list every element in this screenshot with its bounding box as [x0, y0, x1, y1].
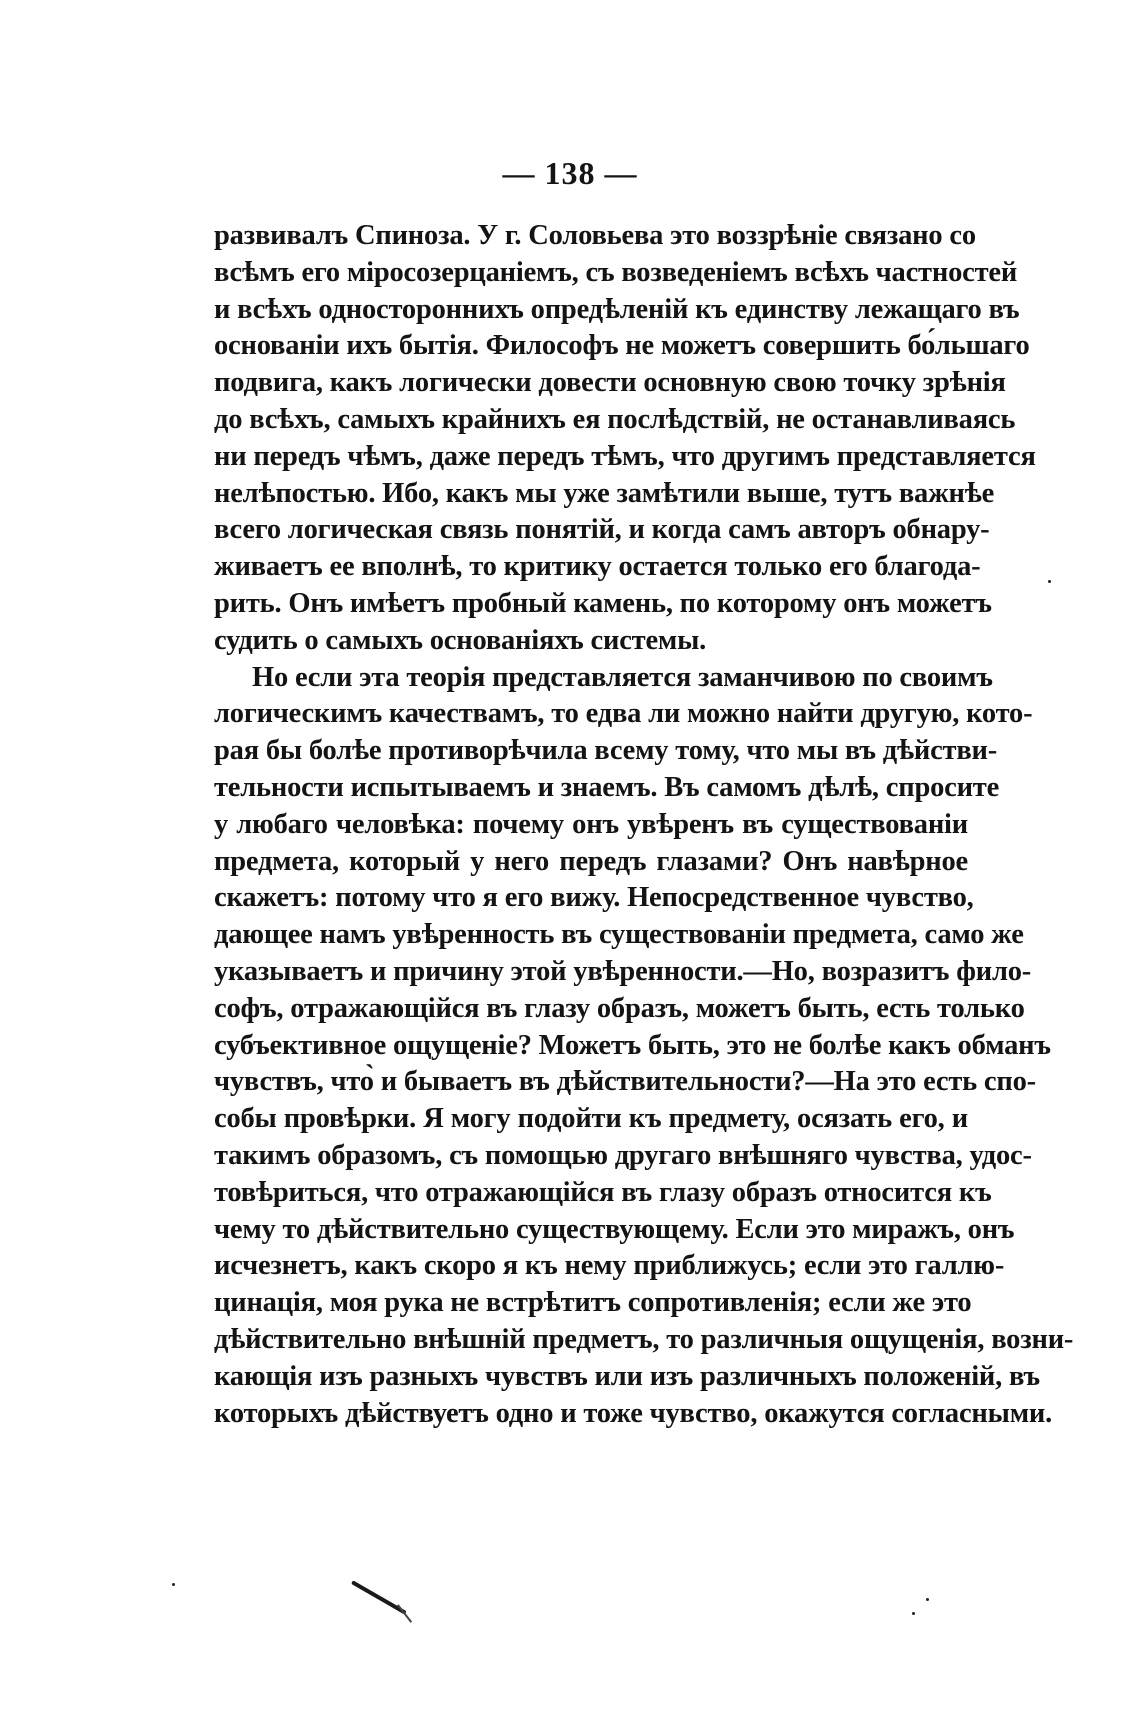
text-line: развивалъ Спиноза. У г. Соловьева это воззрѣніе связано со — [214, 220, 976, 251]
text-line: живаетъ ее вполнѣ, то критику остается только его благода- — [214, 551, 981, 583]
text-line: нелѣпостью. Ибо, какъ мы уже замѣтили выше, тутъ важнѣе — [214, 477, 995, 509]
text-line: до всѣхъ, самыхъ крайнихъ ея послѣдствій, не останавливаясь — [214, 403, 1016, 435]
text-line: всѣмъ его міросозерцаніемъ, съ возведеніемъ всѣхъ частностей — [214, 256, 1018, 288]
text-line: предмета, который у него передъ глазами? Онъ навѣрное — [214, 845, 968, 877]
text-line: софъ, отражающійся въ глазу образъ, можетъ быть, есть только — [214, 992, 1025, 1024]
body-text — [214, 218, 1074, 1432]
text-line: такимъ образомъ, съ помощью другаго внѣшняго чувства, удос- — [214, 1139, 1032, 1171]
text-line: собы провѣрки. Я могу подойти къ предмету, осязать его, и — [214, 1103, 968, 1135]
text-line: указываетъ и причину этой увѣренности.—Но, возразитъ фило- — [214, 955, 1032, 987]
text-line: дѣйствительно внѣшній предметъ, то различныя ощущенія, возни- — [214, 1323, 1074, 1355]
text-line: подвига, какъ логически довести основную свою точку зрѣнія — [214, 367, 1006, 399]
text-line: тельности испытываемъ и знаемъ. Въ самомъ дѣлѣ, спросите — [214, 771, 1000, 803]
text-line: цинація, моя рука не встрѣтитъ сопротивленія; если же это — [214, 1287, 972, 1319]
text-line: рить. Онъ имѣетъ пробный камень, по которому онъ можетъ — [214, 587, 992, 619]
speck-mark — [912, 1612, 915, 1615]
text-line: основаніи ихъ бытія. Философъ не можетъ совершить бо́льшаго — [214, 330, 1030, 362]
text-line: исчезнетъ, какъ скоро я къ нему приближусь; если это галлю- — [214, 1250, 1005, 1282]
text-line: дающее намъ увѣренность въ существованіи предмета, само же — [214, 919, 1024, 951]
text-line: чувствъ, что̀ и бываетъ въ дѣйствительности?—На это есть спо- — [214, 1066, 1036, 1098]
text-line: товѣриться, что отражающійся въ глазу образъ относится къ — [214, 1176, 992, 1208]
text-line: которыхъ дѣйствуетъ одно и тоже чувство, окажутся согласными. — [214, 1397, 1053, 1429]
page-number: — 138 — — [502, 155, 638, 191]
text-line: ни передъ чѣмъ, даже передъ тѣмъ, что другимъ представляется — [214, 440, 1036, 472]
paragraph-1 — [214, 218, 1036, 660]
text-line: судить о самыхъ основаніяхъ системы. — [214, 624, 707, 656]
text-line: чему то дѣйствительно существующему. Если это миражъ, онъ — [214, 1213, 1015, 1245]
text-line: субъективное ощущеніе? Можетъ быть, это не болѣе какъ обманъ — [214, 1029, 1051, 1061]
speck-mark — [926, 1598, 929, 1601]
speck-mark — [172, 1583, 175, 1586]
ink-stroke-tail-mark — [397, 1604, 412, 1622]
text-line: всего логическая связь понятій, и когда самъ авторъ обнару- — [214, 514, 990, 546]
ink-stroke-mark — [351, 1580, 407, 1614]
text-line: кающія изъ разныхъ чувствъ или изъ различныхъ положеній, въ — [214, 1360, 1040, 1392]
text-line: у любаго человѣка: почему онъ увѣренъ въ существованіи — [214, 808, 968, 840]
text-line: логическимъ качествамъ, то едва ли можно найти другую, кото- — [214, 698, 1033, 730]
paragraph-2 — [214, 660, 1074, 1433]
text-line: скажетъ: потому что я его вижу. Непосредственное чувство, — [214, 882, 974, 914]
text-line: рая бы болѣе противорѣчила всему тому, что мы въ дѣйстви- — [214, 735, 998, 767]
speck-mark — [1048, 580, 1051, 583]
text-line: Но если эта теорія представляется заманчивою по своимъ — [252, 661, 993, 693]
text-line: и всѣхъ одностороннихъ опредѣленій къ единству лежащаго въ — [214, 293, 1020, 325]
